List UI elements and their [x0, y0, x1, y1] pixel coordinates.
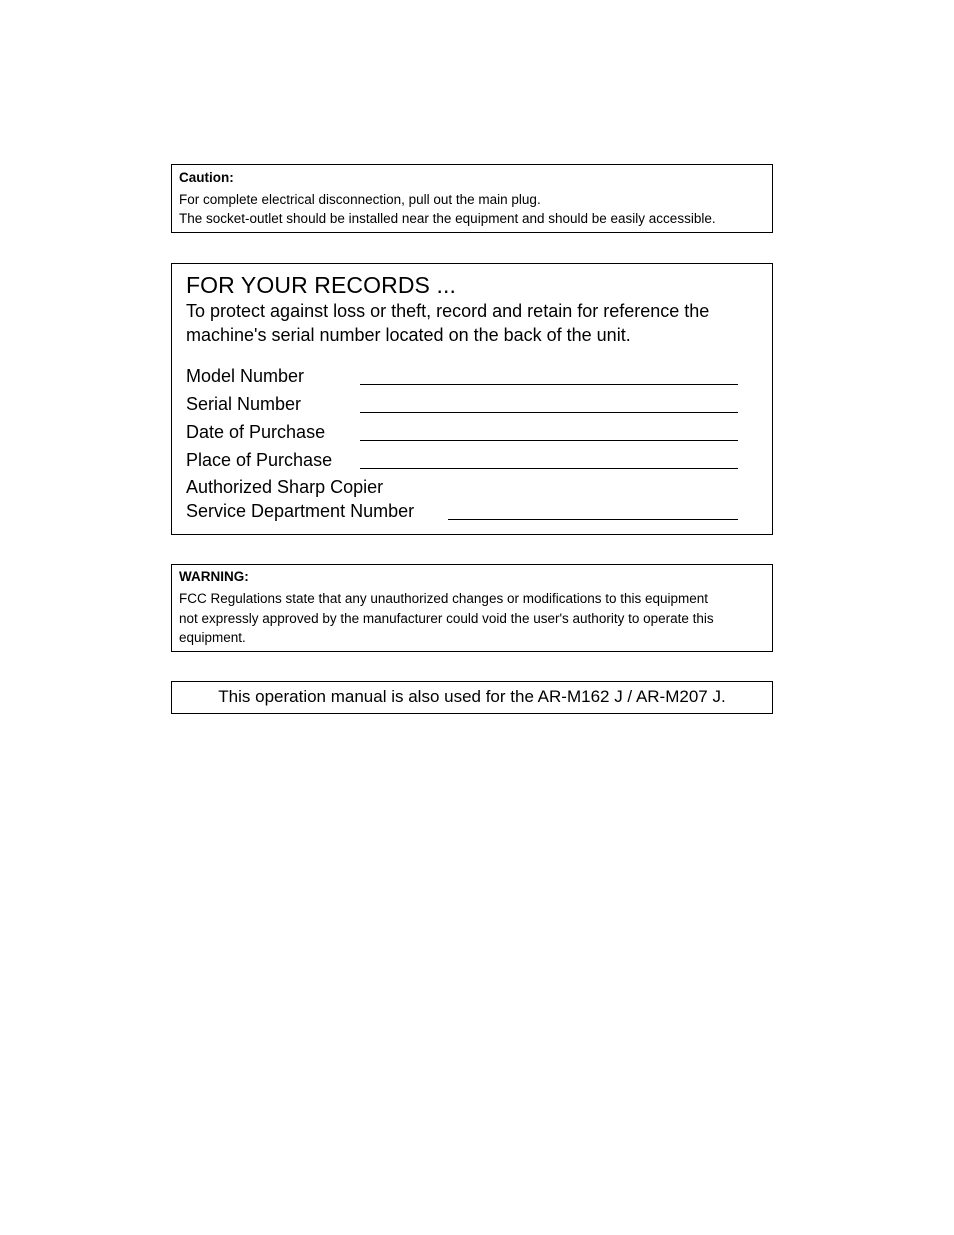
caution-line-1: For complete electrical disconnection, pull out the main plug.	[179, 192, 541, 207]
date-of-purchase-label: Date of Purchase	[186, 422, 326, 442]
serial-number-blank	[360, 412, 738, 413]
caution-line-2: The socket-outlet should be installed near the equipment and should be easily accessible.	[179, 211, 716, 226]
place-of-purchase-label: Place of Purchase	[186, 450, 333, 470]
date-of-purchase-row	[186, 420, 738, 444]
warning-body	[179, 589, 765, 648]
records-title: FOR YOUR RECORDS ...	[186, 272, 456, 298]
warning-heading: WARNING:	[179, 569, 249, 584]
records-intro-line-2: machine's serial number located on the back of the unit.	[186, 325, 631, 345]
records-box	[171, 263, 773, 535]
place-of-purchase-blank	[360, 468, 738, 469]
service-label-row	[186, 475, 738, 499]
service-dept-label-line-2: Service Department Number	[186, 501, 415, 521]
manual-note-box	[171, 681, 773, 714]
warning-box	[171, 564, 773, 652]
caution-box	[171, 164, 773, 233]
place-of-purchase-row	[186, 448, 738, 472]
warning-line-3: equipment.	[179, 630, 246, 645]
model-number-blank	[360, 384, 738, 385]
records-intro-line-1: To protect against loss or theft, record and retain for reference the	[186, 301, 710, 321]
warning-line-1: FCC Regulations state that any unauthorized changes or modifications to this equipment	[179, 591, 709, 606]
model-number-row	[186, 364, 738, 388]
service-number-row	[186, 499, 738, 523]
service-dept-label-line-1: Authorized Sharp Copier	[186, 477, 384, 497]
model-number-label: Model Number	[186, 366, 305, 386]
manual-note-text: This operation manual is also used for the AR-M162 J / AR-M207 J.	[218, 687, 726, 706]
serial-number-row	[186, 392, 738, 416]
caution-heading: Caution:	[179, 170, 234, 185]
serial-number-label: Serial Number	[186, 394, 302, 414]
warning-line-2: not expressly approved by the manufacturer could void the user's authority to operate this	[179, 610, 714, 626]
service-dept-number-blank	[448, 519, 738, 520]
date-of-purchase-blank	[360, 440, 738, 441]
